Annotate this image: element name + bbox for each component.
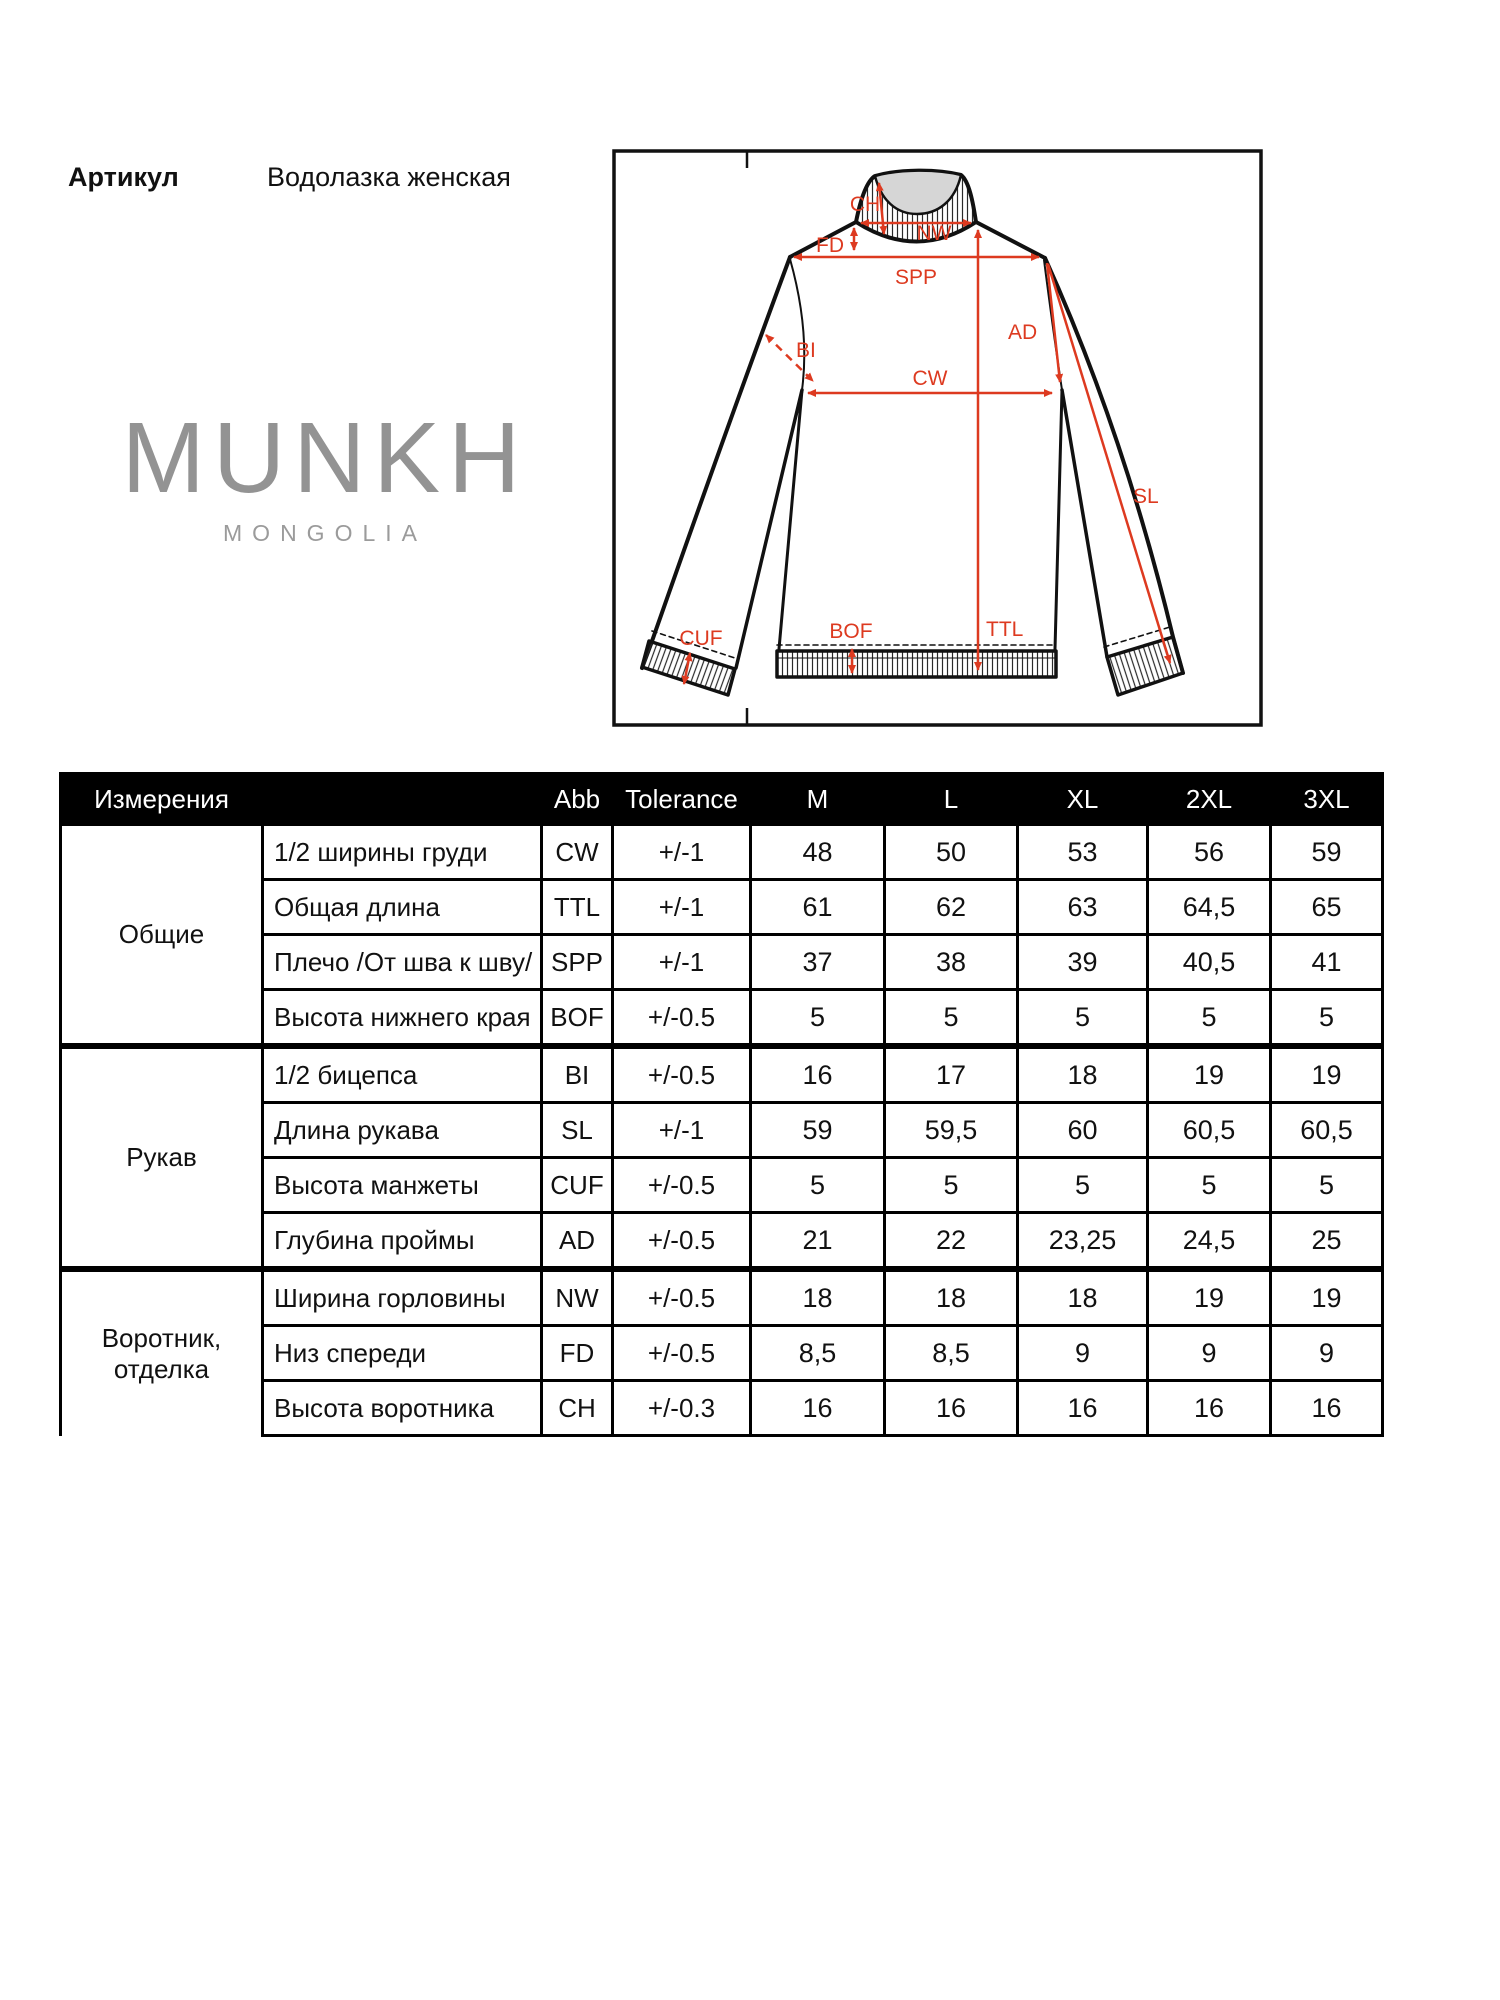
size-value: 50 (885, 825, 1018, 880)
measure-tolerance: +/-1 (613, 935, 751, 990)
size-value: 5 (751, 1158, 885, 1213)
measure-abb: CUF (542, 1158, 613, 1213)
measure-name: 1/2 бицепса (263, 1046, 542, 1103)
measure-tolerance: +/-0.5 (613, 1326, 751, 1381)
measure-abb: SL (542, 1103, 613, 1158)
ch-label: CH (849, 193, 881, 216)
size-value: 16 (1018, 1381, 1148, 1436)
size-value: 22 (885, 1213, 1018, 1270)
group-label-collar: Воротник, отделка (61, 1269, 263, 1436)
nw-label: NW (916, 222, 952, 245)
size-value: 56 (1148, 825, 1271, 880)
size-value: 19 (1148, 1046, 1271, 1103)
measure-tolerance: +/-0.5 (613, 1213, 751, 1270)
size-value: 64,5 (1148, 880, 1271, 935)
size-value: 24,5 (1148, 1213, 1271, 1270)
size-value: 53 (1018, 825, 1148, 880)
size-value: 19 (1148, 1269, 1271, 1326)
table-row (61, 825, 1383, 880)
size-value: 60,5 (1148, 1103, 1271, 1158)
sl-label: SL (1133, 485, 1159, 508)
size-value: 18 (885, 1269, 1018, 1326)
size-value: 60 (1018, 1103, 1148, 1158)
size-value: 59 (751, 1103, 885, 1158)
measure-tolerance: +/-0.3 (613, 1381, 751, 1436)
size-value: 18 (1018, 1269, 1148, 1326)
bof-label: BOF (829, 620, 873, 643)
measure-abb: CH (542, 1381, 613, 1436)
col-header-tolerance: Tolerance (613, 774, 751, 825)
size-value: 62 (885, 880, 1018, 935)
col-header-size-l: L (885, 774, 1018, 825)
measure-name: Плечо /От шва к шву/ (263, 935, 542, 990)
size-value: 17 (885, 1046, 1018, 1103)
size-value: 59 (1271, 825, 1383, 880)
size-table (59, 772, 1384, 1437)
size-value: 5 (1148, 1158, 1271, 1213)
article-label: Артикул (68, 162, 179, 192)
measure-tolerance: +/-1 (613, 825, 751, 880)
measure-tolerance: +/-1 (613, 880, 751, 935)
size-value: 40,5 (1148, 935, 1271, 990)
size-value: 19 (1271, 1046, 1383, 1103)
size-value: 63 (1018, 880, 1148, 935)
table-row (61, 1046, 1383, 1103)
article-value: Водолазка женская (267, 162, 511, 192)
size-value: 38 (885, 935, 1018, 990)
size-value: 5 (1018, 990, 1148, 1047)
size-value: 16 (885, 1381, 1018, 1436)
size-value: 23,25 (1018, 1213, 1148, 1270)
col-header-measure: Измерения (61, 774, 263, 825)
size-value: 39 (1018, 935, 1148, 990)
size-value: 19 (1271, 1269, 1383, 1326)
measure-name: Высота воротника (263, 1381, 542, 1436)
size-value: 16 (751, 1046, 885, 1103)
group-label-general: Общие (61, 825, 263, 1047)
cuf-label: CUF (679, 627, 723, 650)
size-value: 59,5 (885, 1103, 1018, 1158)
size-value: 65 (1271, 880, 1383, 935)
size-value: 5 (1271, 1158, 1383, 1213)
spp-label: SPP (894, 266, 938, 289)
measure-name: Глубина проймы (263, 1213, 542, 1270)
hem-band (777, 651, 1056, 677)
brand-logo (110, 402, 540, 547)
brand-name: MUNKH (121, 402, 529, 514)
size-value: 25 (1271, 1213, 1383, 1270)
size-value: 5 (885, 1158, 1018, 1213)
size-value: 16 (1271, 1381, 1383, 1436)
size-value: 21 (751, 1213, 885, 1270)
measure-name: Ширина горловины (263, 1269, 542, 1326)
size-value: 41 (1271, 935, 1383, 990)
col-header-size-2xl: 2XL (1148, 774, 1271, 825)
size-value: 5 (751, 990, 885, 1047)
measure-name: Высота нижнего края (263, 990, 542, 1047)
size-value: 61 (751, 880, 885, 935)
col-header-size-xl: XL (1018, 774, 1148, 825)
col-header-size-m: M (751, 774, 885, 825)
measure-abb: AD (542, 1213, 613, 1270)
size-value: 60,5 (1271, 1103, 1383, 1158)
size-value: 18 (751, 1269, 885, 1326)
size-value: 9 (1018, 1326, 1148, 1381)
table-row (61, 1269, 1383, 1326)
fd-label: FD (816, 234, 844, 257)
measure-name: Общая длина (263, 880, 542, 935)
cw-label: CW (912, 367, 948, 390)
measure-abb: SPP (542, 935, 613, 990)
size-value: 16 (751, 1381, 885, 1436)
col-header-size-3xl: 3XL (1271, 774, 1383, 825)
size-value: 9 (1148, 1326, 1271, 1381)
size-value: 5 (1271, 990, 1383, 1047)
sweater-measurement-diagram (600, 140, 1270, 740)
measure-abb: TTL (542, 880, 613, 935)
measure-tolerance: +/-0.5 (613, 1158, 751, 1213)
size-value: 8,5 (751, 1326, 885, 1381)
measure-abb: BI (542, 1046, 613, 1103)
size-value: 16 (1148, 1381, 1271, 1436)
size-value: 5 (885, 990, 1018, 1047)
size-value: 18 (1018, 1046, 1148, 1103)
size-value: 48 (751, 825, 885, 880)
col-header-abb: Abb (542, 774, 613, 825)
col-header-spacer (263, 774, 542, 825)
measure-name: Низ спереди (263, 1326, 542, 1381)
measure-tolerance: +/-0.5 (613, 990, 751, 1047)
table-header-row (61, 774, 1383, 825)
size-value: 5 (1148, 990, 1271, 1047)
measure-tolerance: +/-0.5 (613, 1046, 751, 1103)
measure-abb: NW (542, 1269, 613, 1326)
brand-subtitle: MONGOLIA (223, 520, 427, 546)
measure-abb: BOF (542, 990, 613, 1047)
size-value: 5 (1018, 1158, 1148, 1213)
ad-label: AD (1008, 321, 1038, 344)
measure-name: 1/2 ширины груди (263, 825, 542, 880)
measure-abb: CW (542, 825, 613, 880)
measure-tolerance: +/-1 (613, 1103, 751, 1158)
measure-name: Длина рукава (263, 1103, 542, 1158)
size-value: 37 (751, 935, 885, 990)
measure-name: Высота манжеты (263, 1158, 542, 1213)
size-value: 8,5 (885, 1326, 1018, 1381)
bi-label: BI (796, 339, 816, 362)
ttl-label: TTL (986, 618, 1024, 641)
measure-tolerance: +/-0.5 (613, 1269, 751, 1326)
size-value: 9 (1271, 1326, 1383, 1381)
group-label-sleeve: Рукав (61, 1046, 263, 1269)
measure-abb: FD (542, 1326, 613, 1381)
